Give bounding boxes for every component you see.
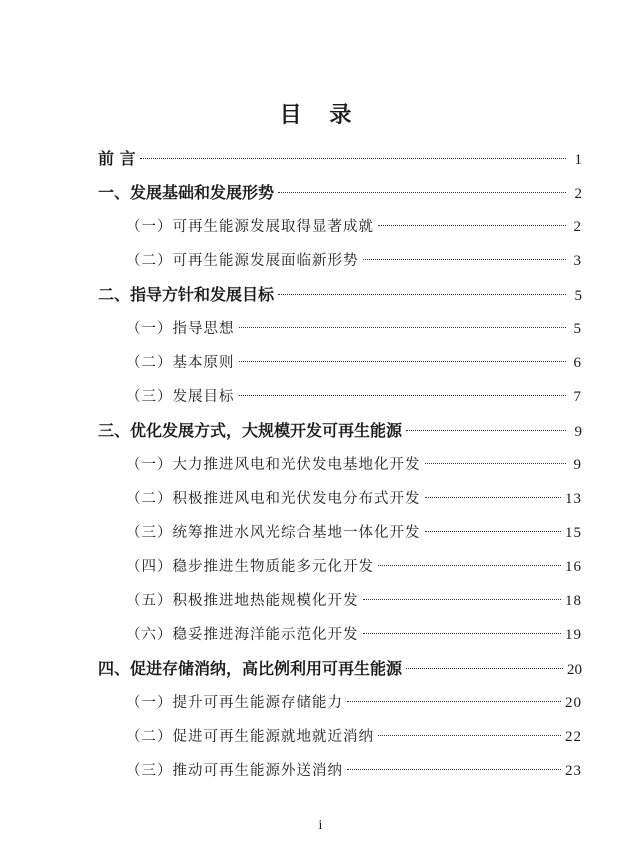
toc-page-number: 9 bbox=[574, 424, 582, 440]
toc-entry-label: （二）促进可再生能源就地就近消纳 bbox=[126, 729, 374, 745]
toc-entry-label: （一）指导思想 bbox=[126, 321, 235, 337]
toc-entry-chapter-4[interactable] bbox=[98, 652, 582, 686]
toc-page-number: 13 bbox=[565, 491, 582, 507]
toc-entry-label: 四、促进存储消纳，高比例利用可再生能源 bbox=[98, 659, 403, 678]
toc-entry-section-2-2[interactable] bbox=[98, 346, 582, 380]
toc-entry-section-2-1[interactable] bbox=[98, 312, 582, 346]
toc-page-number: 16 bbox=[565, 559, 582, 575]
toc-entry-section-3-5[interactable] bbox=[98, 584, 582, 618]
toc-entry-label: 三、优化发展方式，大规模开发可再生能源 bbox=[98, 421, 403, 440]
toc-entry-label: （三）统筹推进水风光综合基地一体化开发 bbox=[126, 525, 421, 541]
toc-entry-label: （一）可再生能源发展取得显著成就 bbox=[126, 219, 374, 235]
toc-page-number: 7 bbox=[573, 389, 582, 405]
toc-page-number: 15 bbox=[565, 525, 582, 541]
toc-entry-section-3-1[interactable] bbox=[98, 448, 582, 482]
dot-leader bbox=[425, 531, 562, 532]
toc-page-number: 6 bbox=[573, 355, 582, 371]
dot-leader bbox=[378, 565, 561, 566]
toc-entry-label: （二）可再生能源发展面临新形势 bbox=[126, 253, 359, 269]
dot-leader bbox=[347, 769, 561, 770]
toc-entry-label: （二）积极推进风电和光伏发电分布式开发 bbox=[126, 491, 421, 507]
dot-leader bbox=[378, 225, 566, 226]
toc-entry-label: （四）稳步推进生物质能多元化开发 bbox=[126, 559, 374, 575]
toc-title: 目 录 bbox=[279, 103, 362, 128]
toc-page-number: 23 bbox=[565, 763, 582, 779]
dot-leader bbox=[239, 327, 567, 328]
toc-entry-label: 二、指导方针和发展目标 bbox=[98, 285, 275, 304]
dot-leader bbox=[425, 463, 567, 464]
dot-leader bbox=[140, 158, 566, 159]
toc-entry-preface[interactable] bbox=[98, 142, 582, 176]
toc-entry-chapter-3[interactable] bbox=[98, 414, 582, 448]
dot-leader bbox=[239, 395, 567, 396]
dot-leader bbox=[363, 633, 562, 634]
toc-page-number: 5 bbox=[574, 288, 582, 304]
toc-page-number: 20 bbox=[565, 695, 582, 711]
toc-entry-section-1-1[interactable] bbox=[98, 210, 582, 244]
toc-page-number: 18 bbox=[565, 593, 582, 609]
toc-entry-label: （一）提升可再生能源存储能力 bbox=[126, 695, 343, 711]
dot-leader bbox=[406, 668, 563, 669]
table-of-contents bbox=[98, 142, 582, 788]
toc-page-number: 22 bbox=[565, 729, 582, 745]
toc-entry-section-4-1[interactable] bbox=[98, 686, 582, 720]
toc-entry-chapter-1[interactable] bbox=[98, 176, 582, 210]
toc-page-number: 19 bbox=[565, 627, 582, 643]
dot-leader bbox=[425, 497, 562, 498]
toc-entry-label: （三）发展目标 bbox=[126, 389, 235, 405]
dot-leader bbox=[347, 701, 561, 702]
dot-leader bbox=[406, 430, 566, 431]
toc-page-number: 3 bbox=[573, 253, 582, 269]
toc-entry-section-3-4[interactable] bbox=[98, 550, 582, 584]
toc-entry-label: 前 言 bbox=[98, 149, 136, 168]
toc-entry-section-3-6[interactable] bbox=[98, 618, 582, 652]
dot-leader bbox=[278, 192, 566, 193]
dot-leader bbox=[363, 259, 567, 260]
toc-page-number: 1 bbox=[574, 152, 582, 168]
dot-leader bbox=[239, 361, 567, 362]
toc-entry-section-4-3[interactable] bbox=[98, 754, 582, 788]
toc-entry-label: 一、发展基础和发展形势 bbox=[98, 183, 275, 202]
toc-entry-label: （二）基本原则 bbox=[126, 355, 235, 371]
toc-entry-label: （五）积极推进地热能规模化开发 bbox=[126, 593, 359, 609]
toc-page-number: 2 bbox=[574, 186, 582, 202]
toc-page-number: 9 bbox=[573, 457, 582, 473]
dot-leader bbox=[363, 599, 562, 600]
toc-entry-label: （三）推动可再生能源外送消纳 bbox=[126, 763, 343, 779]
toc-entry-section-2-3[interactable] bbox=[98, 380, 582, 414]
toc-entry-label: （六）稳妥推进海洋能示范化开发 bbox=[126, 627, 359, 643]
toc-page-number: 20 bbox=[567, 662, 582, 678]
dot-leader bbox=[278, 294, 566, 295]
toc-entry-section-3-3[interactable] bbox=[98, 516, 582, 550]
toc-entry-label: （一）大力推进风电和光伏发电基地化开发 bbox=[126, 457, 421, 473]
toc-entry-section-4-2[interactable] bbox=[98, 720, 582, 754]
toc-entry-section-3-2[interactable] bbox=[98, 482, 582, 516]
toc-entry-section-1-2[interactable] bbox=[98, 244, 582, 278]
toc-entry-chapter-2[interactable] bbox=[98, 278, 582, 312]
toc-page-number: 5 bbox=[573, 321, 582, 337]
toc-page-number: 2 bbox=[573, 219, 582, 235]
page-footer-number: i bbox=[318, 818, 323, 833]
dot-leader bbox=[378, 735, 561, 736]
